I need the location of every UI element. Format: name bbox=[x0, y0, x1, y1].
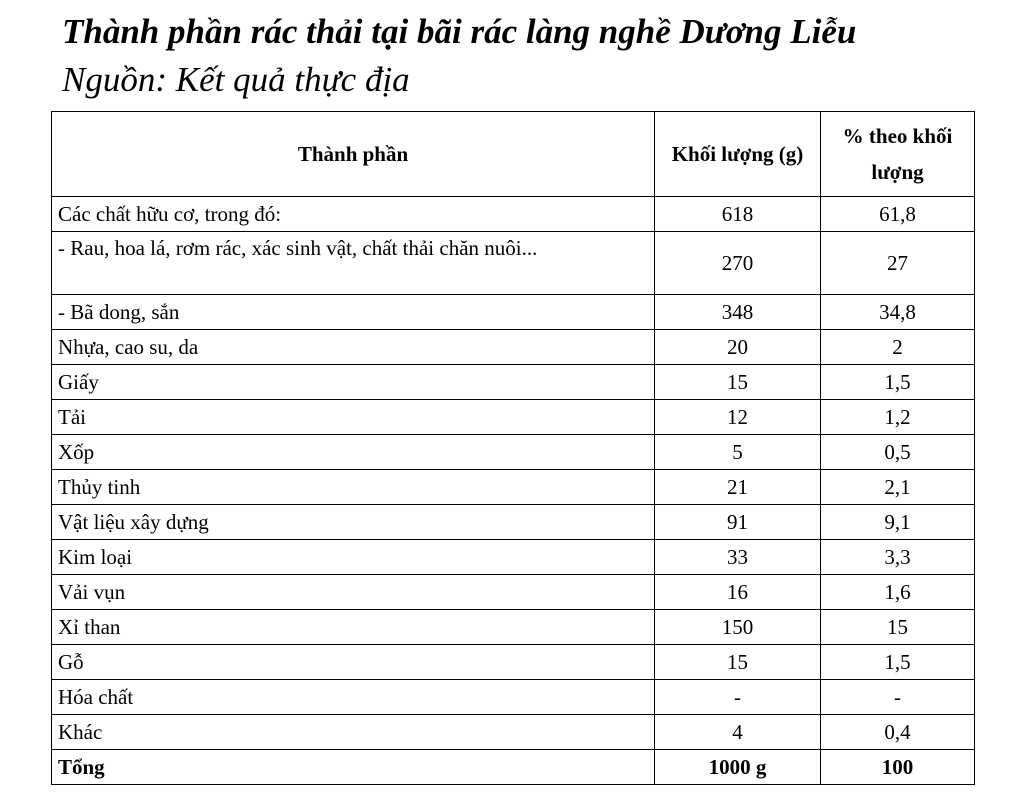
row-percent: 61,8 bbox=[821, 197, 975, 232]
row-name: Vải vụn bbox=[52, 575, 655, 610]
row-name: - Bã dong, sắn bbox=[52, 295, 655, 330]
row-name: Gỗ bbox=[52, 645, 655, 680]
row-mass: 150 bbox=[655, 610, 821, 645]
row-mass: 21 bbox=[655, 470, 821, 505]
waste-composition-table-container bbox=[51, 111, 974, 811]
table-header-row bbox=[52, 112, 975, 197]
total-percent: 100 bbox=[821, 750, 975, 785]
row-mass: 20 bbox=[655, 330, 821, 365]
row-mass: 15 bbox=[655, 365, 821, 400]
waste-composition-table bbox=[51, 111, 975, 785]
table-row bbox=[52, 540, 975, 575]
total-name: Tổng bbox=[52, 750, 655, 785]
row-mass: 91 bbox=[655, 505, 821, 540]
row-mass: 16 bbox=[655, 575, 821, 610]
row-mass: 5 bbox=[655, 435, 821, 470]
row-name: Hóa chất bbox=[52, 680, 655, 715]
table-row bbox=[52, 715, 975, 750]
row-percent: 0,5 bbox=[821, 435, 975, 470]
source-note: Nguồn: Kết quả thực địa bbox=[62, 60, 410, 99]
row-percent: 1,2 bbox=[821, 400, 975, 435]
row-mass: 348 bbox=[655, 295, 821, 330]
table-row bbox=[52, 575, 975, 610]
row-mass: 12 bbox=[655, 400, 821, 435]
row-name: Các chất hữu cơ, trong đó: bbox=[52, 197, 655, 232]
row-mass: 4 bbox=[655, 715, 821, 750]
row-name: Giấy bbox=[52, 365, 655, 400]
table-row bbox=[52, 365, 975, 400]
table-row bbox=[52, 680, 975, 715]
table-row bbox=[52, 610, 975, 645]
table-row bbox=[52, 470, 975, 505]
row-percent: 2 bbox=[821, 330, 975, 365]
row-mass: 270 bbox=[655, 232, 821, 295]
row-percent: 3,3 bbox=[821, 540, 975, 575]
row-name: - Rau, hoa lá, rơm rác, xác sinh vật, chất thải chăn nuôi... bbox=[52, 232, 655, 295]
table-row bbox=[52, 197, 975, 232]
total-row bbox=[52, 750, 975, 785]
header-mass: Khối lượng (g) bbox=[655, 112, 821, 197]
row-name: Nhựa, cao su, da bbox=[52, 330, 655, 365]
row-percent: 15 bbox=[821, 610, 975, 645]
row-percent: 0,4 bbox=[821, 715, 975, 750]
row-mass: 33 bbox=[655, 540, 821, 575]
row-percent: 9,1 bbox=[821, 505, 975, 540]
total-mass: 1000 g bbox=[655, 750, 821, 785]
table-row bbox=[52, 435, 975, 470]
row-percent: 2,1 bbox=[821, 470, 975, 505]
table-row bbox=[52, 330, 975, 365]
row-name: Kim loại bbox=[52, 540, 655, 575]
row-name: Khác bbox=[52, 715, 655, 750]
row-percent: 1,5 bbox=[821, 365, 975, 400]
row-percent: 1,6 bbox=[821, 575, 975, 610]
row-name: Tải bbox=[52, 400, 655, 435]
row-mass: - bbox=[655, 680, 821, 715]
document-title: Thành phần rác thải tại bãi rác làng nghề Dương Liễu bbox=[62, 12, 857, 51]
table-row bbox=[52, 295, 975, 330]
table-row bbox=[52, 232, 975, 295]
row-name: Xốp bbox=[52, 435, 655, 470]
row-percent: 34,8 bbox=[821, 295, 975, 330]
row-name: Vật liệu xây dựng bbox=[52, 505, 655, 540]
table-row bbox=[52, 505, 975, 540]
header-component: Thành phần bbox=[52, 112, 655, 197]
row-percent: 27 bbox=[821, 232, 975, 295]
row-mass: 618 bbox=[655, 197, 821, 232]
row-percent: - bbox=[821, 680, 975, 715]
row-percent: 1,5 bbox=[821, 645, 975, 680]
header-percent: % theo khối lượng bbox=[821, 112, 975, 197]
table-row bbox=[52, 645, 975, 680]
row-mass: 15 bbox=[655, 645, 821, 680]
row-name: Thủy tinh bbox=[52, 470, 655, 505]
table-row bbox=[52, 400, 975, 435]
row-name: Xỉ than bbox=[52, 610, 655, 645]
